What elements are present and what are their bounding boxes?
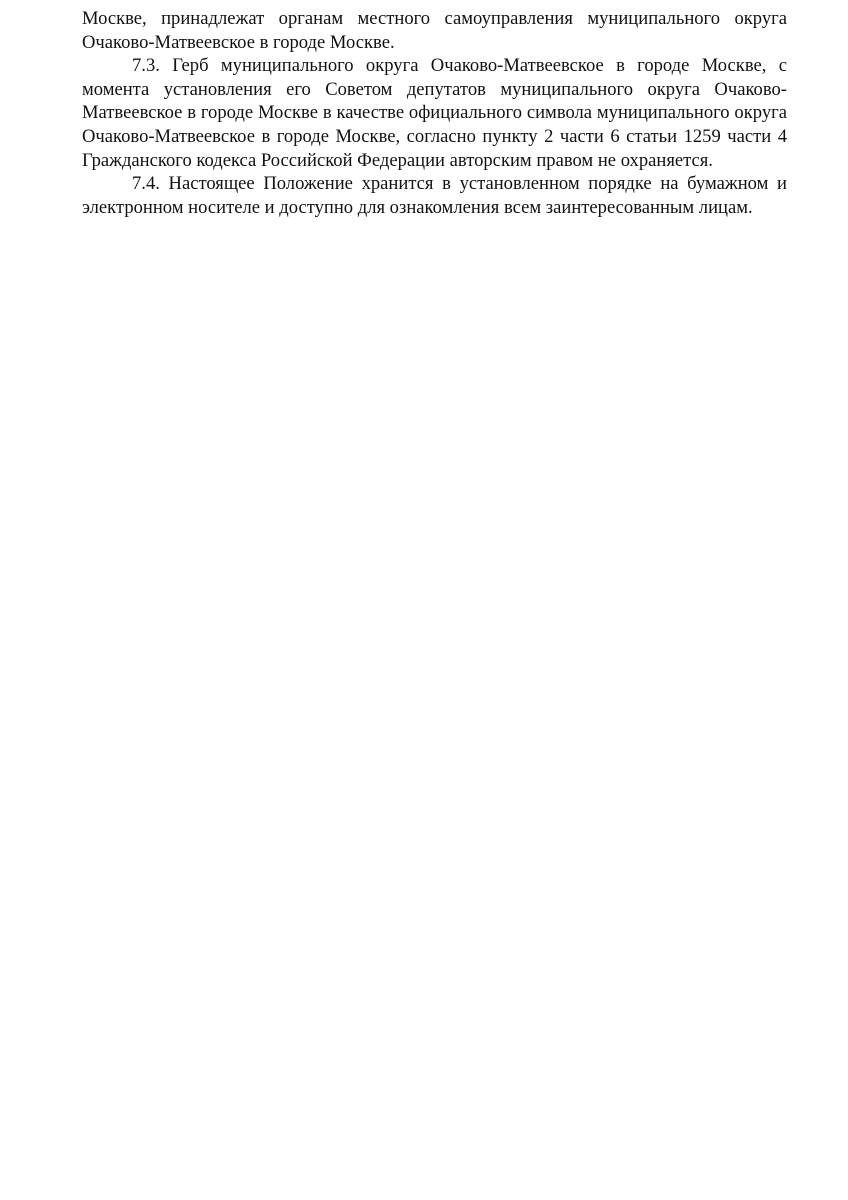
paragraph-clause-7-3: 7.3. Герб муниципального округа Очаково-Матвеевское в городе Москве, с момента установления его Советом депутатов муниципального округа Очаково-Матвеевское в городе Москве в качестве официального символа муниципального округа Очаково-Матвеевское в городе Москве, согласно пункту 2 части 6 статьи 1259 части 4 Гражданского кодекса Российской Федерации авторским правом не охраняется. [82,55,787,171]
paragraph-continuation: Москве, принадлежат органам местного самоуправления муниципального округа Очаково-Матвеевское в городе Москве. [82,8,787,53]
document-page [82,7,787,219]
paragraph-clause-7-4: 7.4. Настоящее Положение хранится в установленном порядке на бумажном и электронном носителе и доступно для ознакомления всем заинтересованным лицам. [82,173,787,218]
